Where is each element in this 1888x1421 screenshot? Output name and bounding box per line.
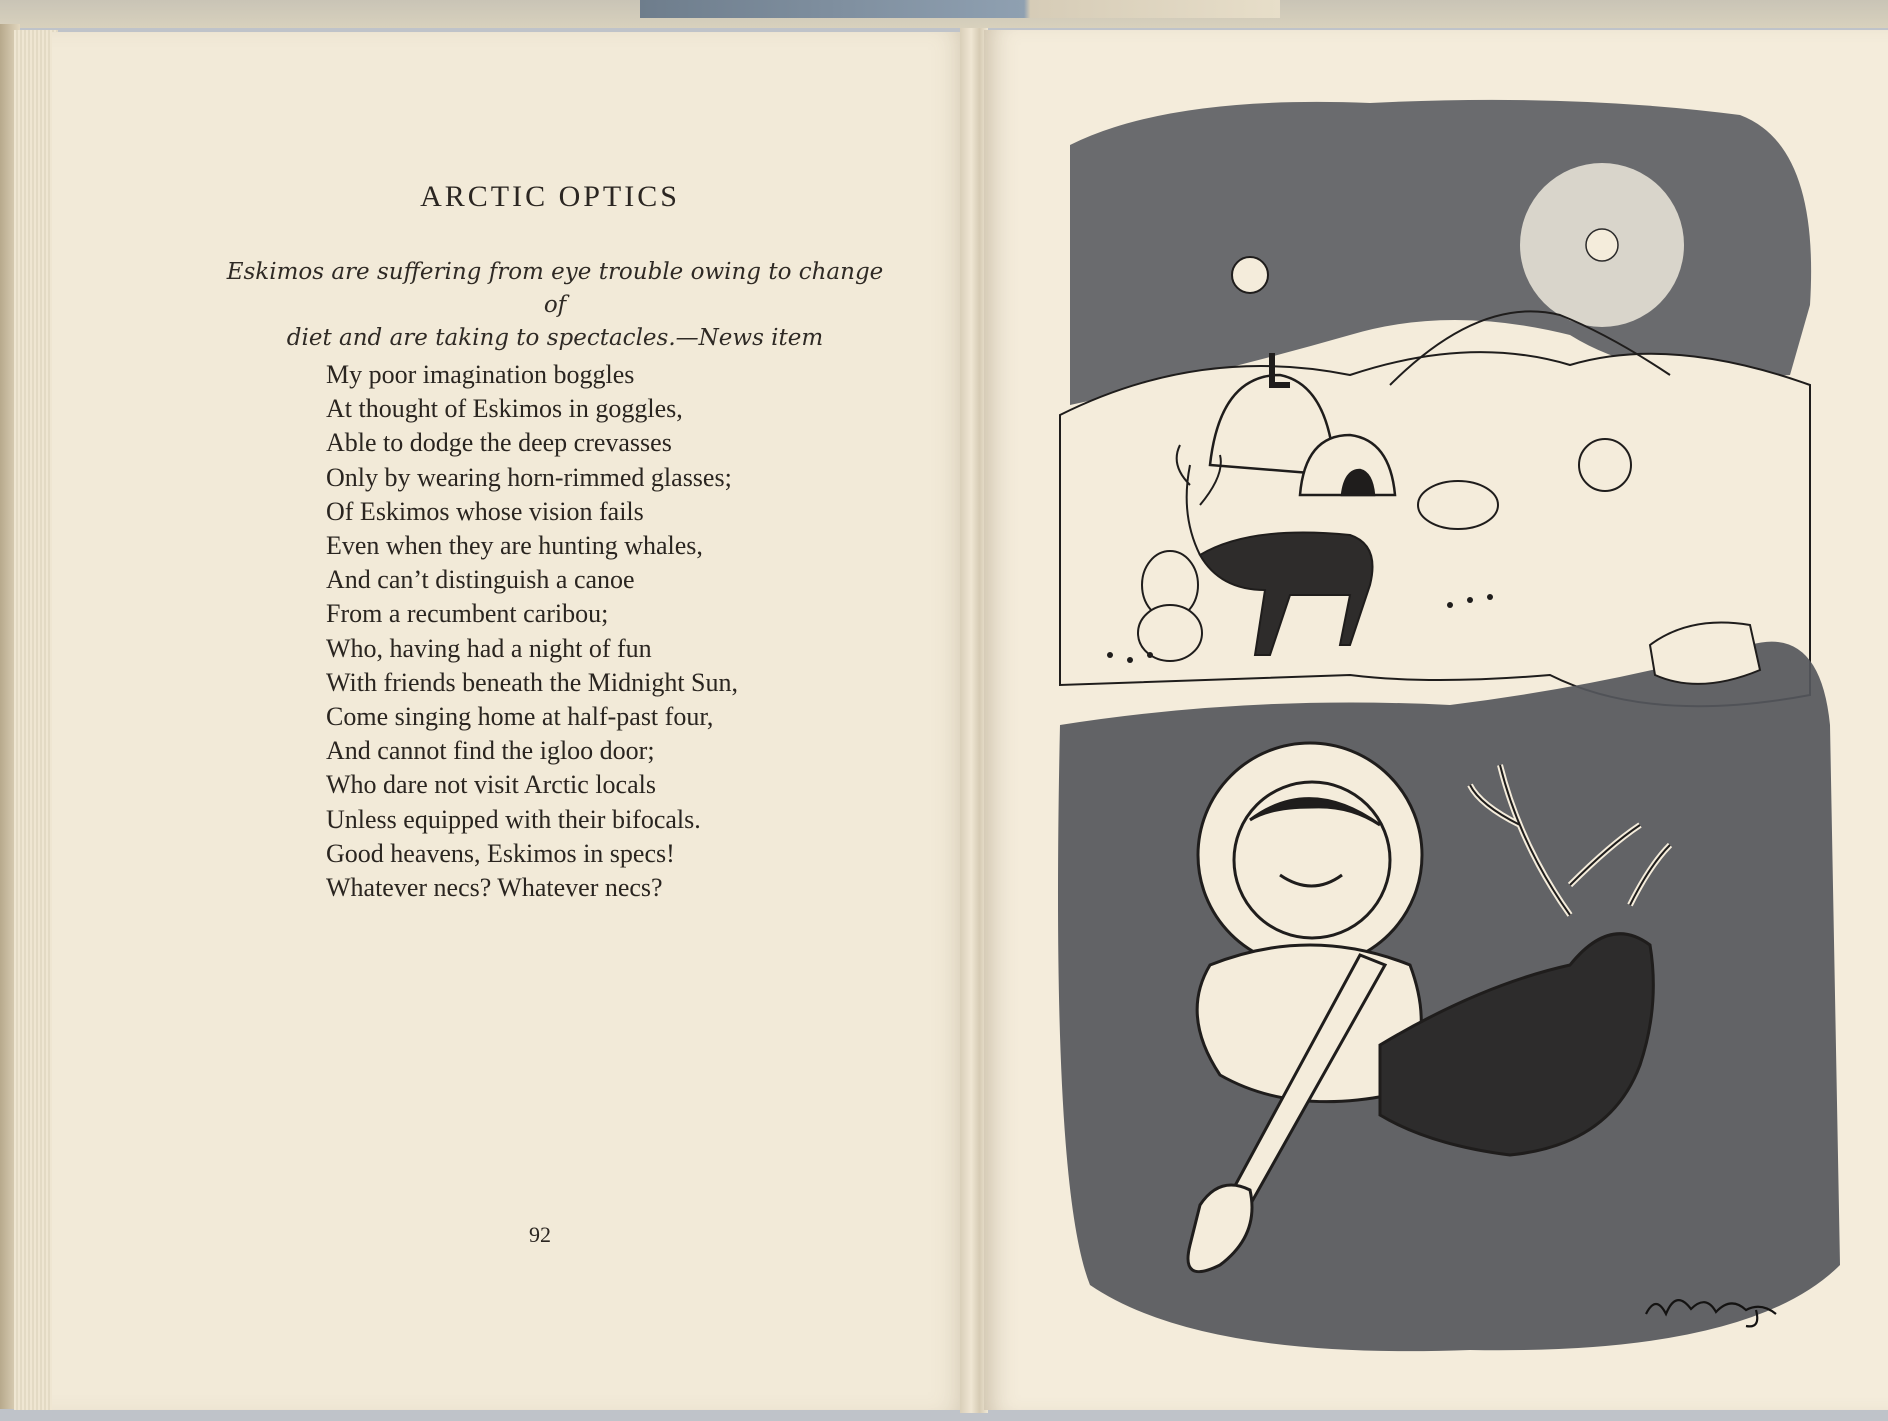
- poem-line: My poor imagination boggles: [326, 360, 635, 389]
- poem-line: And cannot find the igloo door;: [326, 736, 655, 766]
- poem-line: And can’t distinguish a canoe: [326, 565, 635, 595]
- poem-line: Even when they are hunting whales,: [326, 531, 703, 561]
- epigraph-line: diet and are taking to spectacles.—News item: [286, 325, 824, 351]
- poem-line: Whatever necs? Whatever necs?: [326, 873, 663, 903]
- page-number: 92: [529, 1222, 551, 1247]
- poem-line: From a recumbent caribou;: [326, 599, 609, 629]
- poem-line: Able to dodge the deep crevasses: [326, 428, 672, 458]
- poem-line: Who dare not visit Arctic locals: [326, 770, 656, 800]
- signature: [1636, 1274, 1786, 1334]
- epigraph: [220, 256, 890, 355]
- midnight-sun: [1520, 163, 1684, 327]
- illustration: [1050, 85, 1850, 1365]
- poem-line: With friends beneath the Midnight Sun,: [326, 667, 739, 697]
- poem-title: ARCTIC OPTICS: [420, 180, 680, 213]
- cover-top-strip: [640, 0, 1280, 18]
- eskimo-small: [1138, 551, 1202, 661]
- poem-line: At thought of Eskimos in goggles,: [326, 394, 683, 424]
- epigraph-line: Eskimos are suffering from eye trouble owing to change of: [226, 259, 884, 318]
- poem-line: Come singing home at half-past four,: [326, 702, 714, 732]
- poem-line: Of Eskimos whose vision fails: [326, 496, 644, 526]
- poem-line: Who, having had a night of fun: [326, 633, 652, 663]
- ground-wash: [1058, 642, 1840, 1352]
- poem-body: [326, 358, 886, 905]
- poem-line: Good heavens, Eskimos in specs!: [326, 838, 675, 868]
- poem-line: Unless equipped with their bifocals.: [326, 804, 701, 834]
- poem-line: Only by wearing horn-rimmed glasses;: [326, 462, 732, 492]
